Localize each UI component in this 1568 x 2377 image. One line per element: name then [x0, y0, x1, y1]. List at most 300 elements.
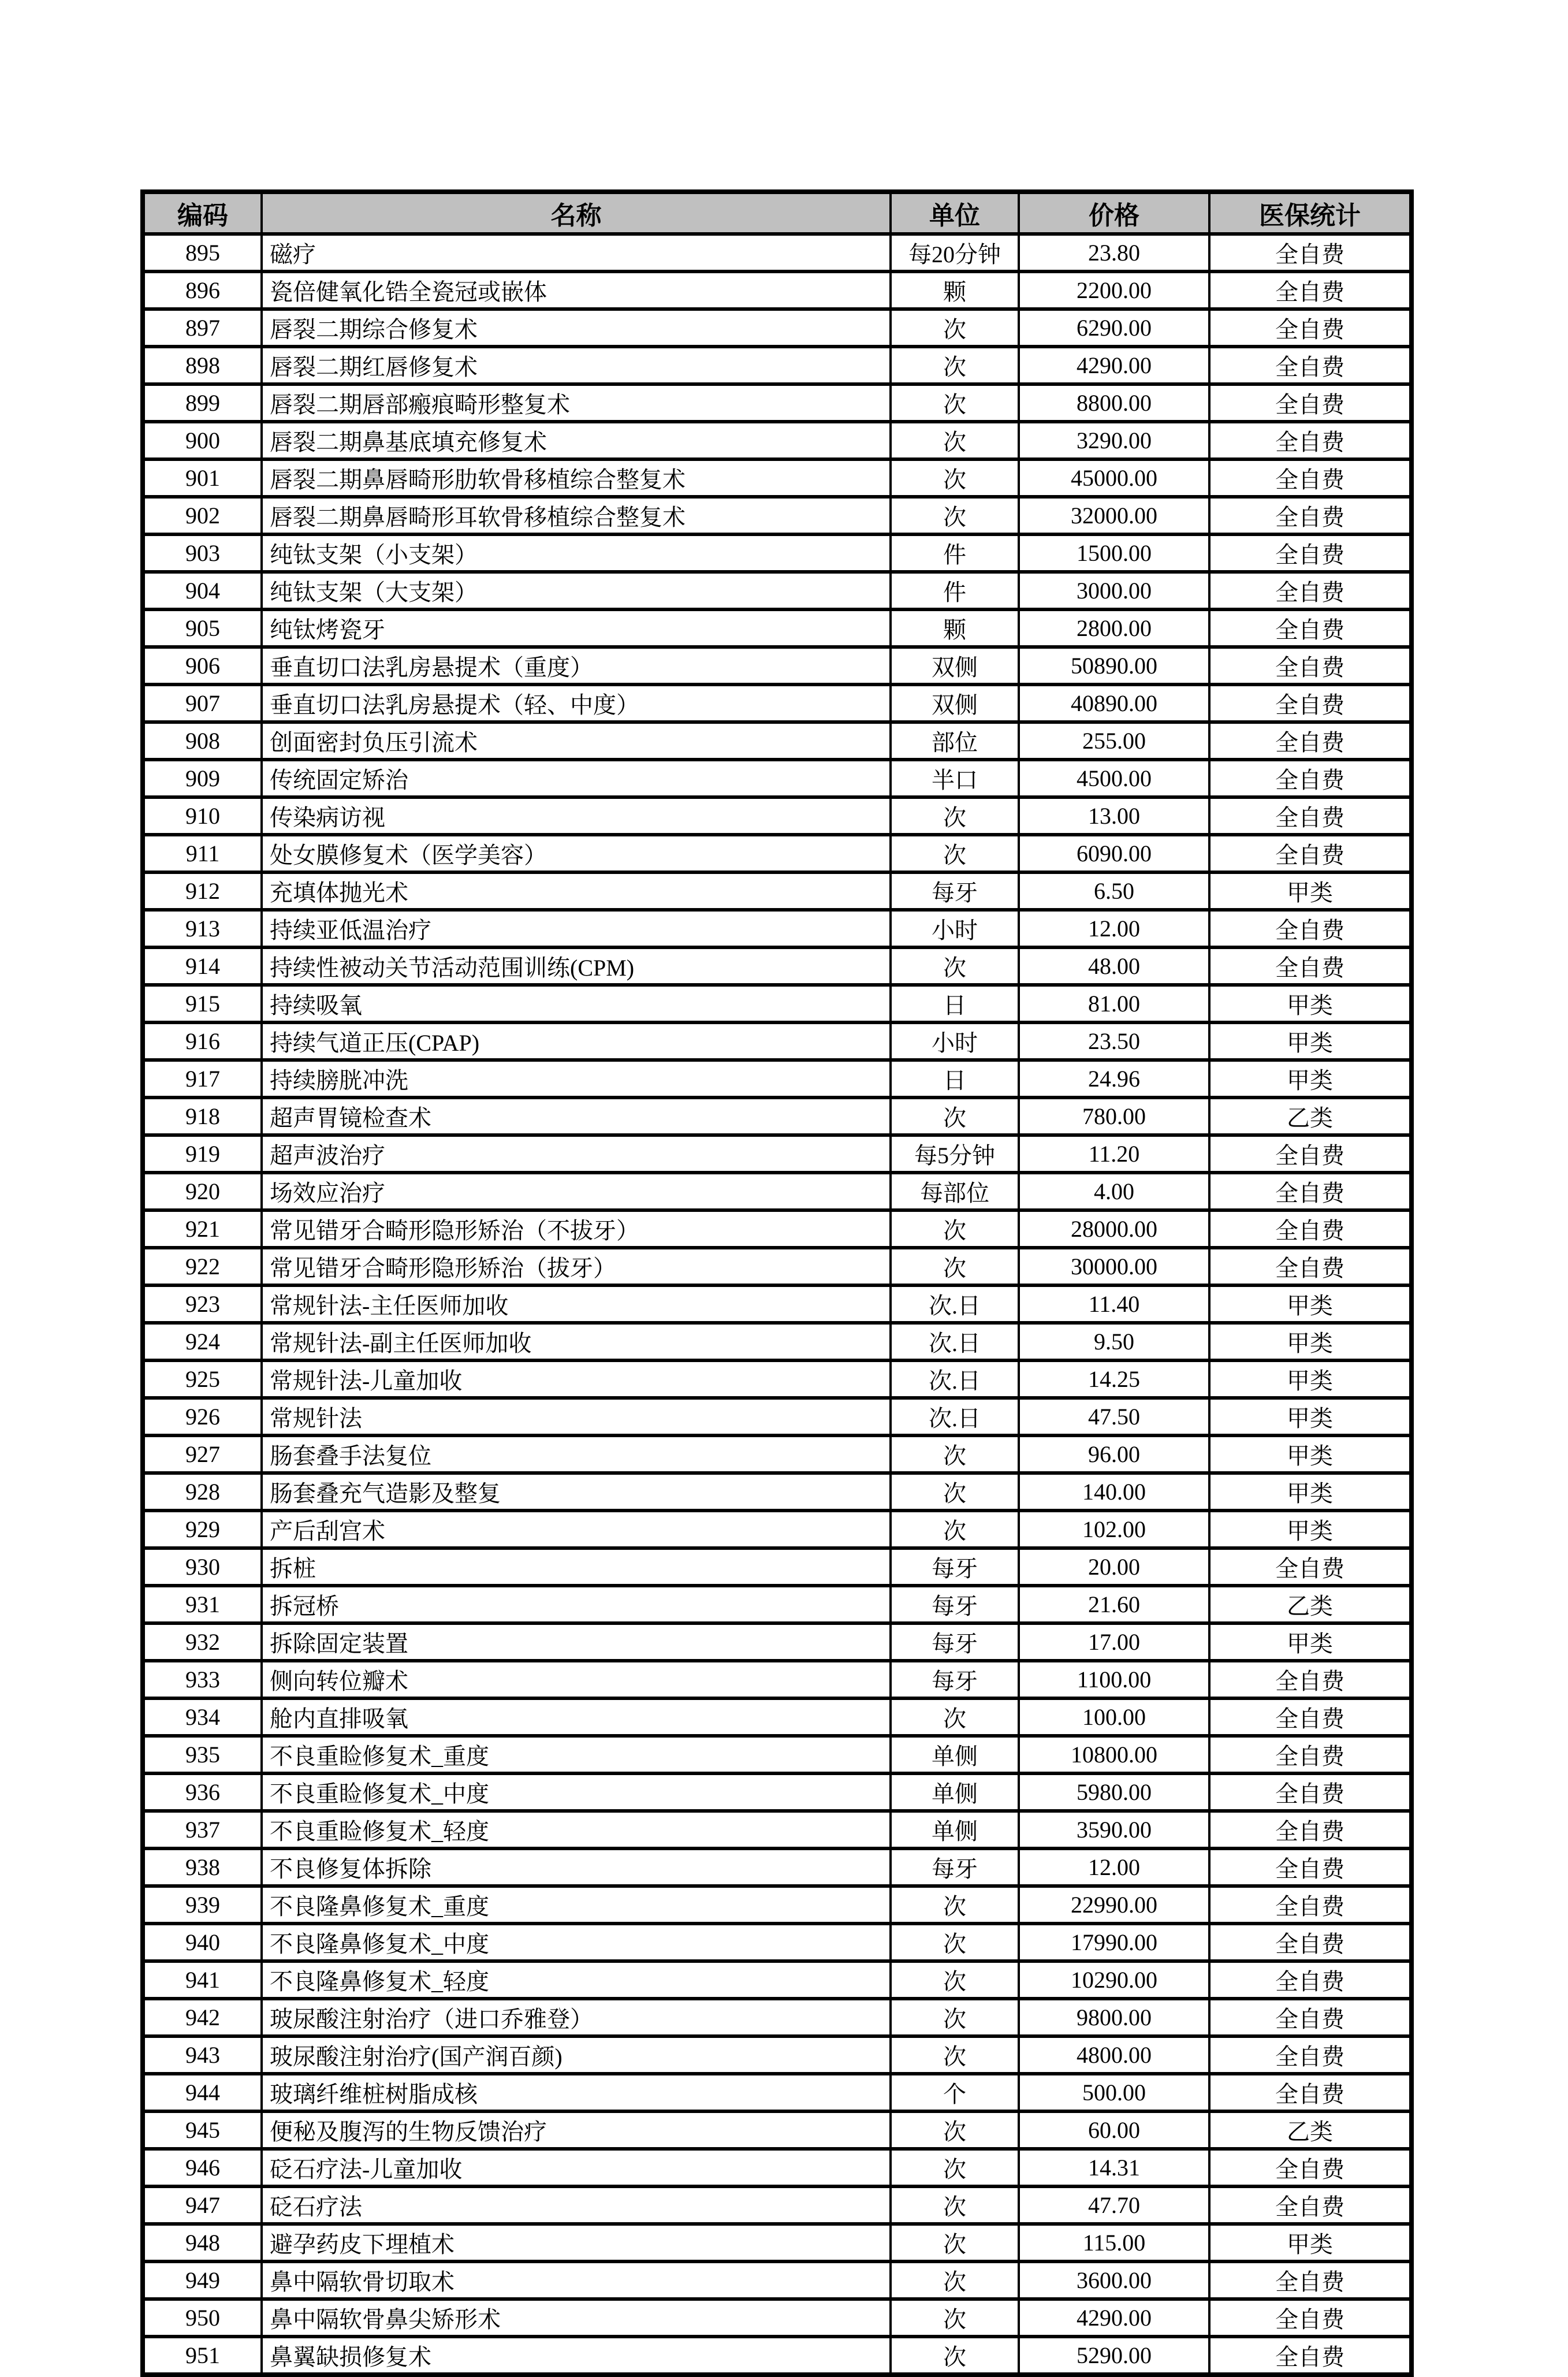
cell-insurance: 全自费 — [1209, 797, 1411, 835]
table-row — [143, 384, 1411, 422]
cell-price: 1500.00 — [1019, 534, 1209, 572]
cell-unit: 半口 — [891, 760, 1019, 797]
cell-price: 500.00 — [1019, 2074, 1209, 2111]
cell-price: 2200.00 — [1019, 271, 1209, 309]
table-row — [143, 497, 1411, 534]
cell-price: 23.50 — [1019, 1022, 1209, 1060]
cell-name: 不良修复体拆除 — [262, 1848, 891, 1886]
cell-code: 922 — [143, 1248, 262, 1285]
cell-code: 918 — [143, 1098, 262, 1135]
cell-unit: 每牙 — [891, 1848, 1019, 1886]
cell-insurance: 全自费 — [1209, 1135, 1411, 1173]
cell-code: 946 — [143, 2149, 262, 2186]
cell-code: 928 — [143, 1473, 262, 1511]
table-row — [143, 572, 1411, 609]
table-row — [143, 1586, 1411, 1623]
table-row — [143, 1961, 1411, 1999]
cell-price: 100.00 — [1019, 1698, 1209, 1736]
cell-unit: 件 — [891, 534, 1019, 572]
table-row — [143, 1999, 1411, 2036]
cell-unit: 每20分钟 — [891, 234, 1019, 271]
cell-insurance: 全自费 — [1209, 1886, 1411, 1924]
cell-insurance: 甲类 — [1209, 1323, 1411, 1360]
cell-name: 常见错牙合畸形隐形矫治（不拔牙） — [262, 1210, 891, 1248]
table-row — [143, 1848, 1411, 1886]
cell-code: 948 — [143, 2224, 262, 2261]
cell-name: 常规针法-主任医师加收 — [262, 1285, 891, 1323]
cell-unit: 单侧 — [891, 1773, 1019, 1811]
cell-code: 938 — [143, 1848, 262, 1886]
cell-price: 4500.00 — [1019, 760, 1209, 797]
cell-price: 115.00 — [1019, 2224, 1209, 2261]
cell-code: 934 — [143, 1698, 262, 1736]
cell-insurance: 全自费 — [1209, 309, 1411, 347]
cell-unit: 部位 — [891, 722, 1019, 760]
cell-name: 纯钛烤瓷牙 — [262, 609, 891, 647]
cell-name: 肠套叠充气造影及整复 — [262, 1473, 891, 1511]
cell-price: 4290.00 — [1019, 2299, 1209, 2337]
cell-price: 11.20 — [1019, 1135, 1209, 1173]
cell-price: 3000.00 — [1019, 572, 1209, 609]
cell-name: 纯钛支架（大支架） — [262, 572, 891, 609]
cell-insurance: 全自费 — [1209, 1661, 1411, 1698]
cell-name: 唇裂二期鼻唇畸形肋软骨移植综合整复术 — [262, 459, 891, 497]
cell-price: 3590.00 — [1019, 1811, 1209, 1848]
cell-code: 943 — [143, 2036, 262, 2074]
cell-name: 鼻中隔软骨鼻尖矫形术 — [262, 2299, 891, 2337]
cell-name: 拆桩 — [262, 1548, 891, 1586]
header-insurance: 医保统计 — [1209, 192, 1411, 234]
cell-price: 4.00 — [1019, 1173, 1209, 1210]
cell-insurance: 甲类 — [1209, 1060, 1411, 1098]
cell-name: 砭石疗法 — [262, 2186, 891, 2224]
table-row — [143, 1773, 1411, 1811]
cell-insurance: 全自费 — [1209, 1961, 1411, 1999]
cell-name: 磁疗 — [262, 234, 891, 271]
cell-code: 901 — [143, 459, 262, 497]
cell-insurance: 全自费 — [1209, 422, 1411, 459]
table-row — [143, 459, 1411, 497]
cell-unit: 每5分钟 — [891, 1135, 1019, 1173]
cell-name: 超声波治疗 — [262, 1135, 891, 1173]
cell-code: 897 — [143, 309, 262, 347]
table-body — [143, 234, 1411, 2375]
table-row — [143, 1473, 1411, 1511]
cell-unit: 次 — [891, 1999, 1019, 2036]
cell-insurance: 全自费 — [1209, 760, 1411, 797]
cell-name: 不良重睑修复术_重度 — [262, 1736, 891, 1773]
table-row — [143, 271, 1411, 309]
cell-unit: 次 — [891, 1511, 1019, 1548]
cell-price: 60.00 — [1019, 2111, 1209, 2149]
table-row — [143, 872, 1411, 910]
table-row — [143, 1548, 1411, 1586]
cell-unit: 每部位 — [891, 1173, 1019, 1210]
cell-price: 23.80 — [1019, 234, 1209, 271]
cell-insurance: 全自费 — [1209, 1698, 1411, 1736]
cell-price: 17990.00 — [1019, 1924, 1209, 1961]
table-row — [143, 1435, 1411, 1473]
cell-code: 945 — [143, 2111, 262, 2149]
cell-name: 传统固定矫治 — [262, 760, 891, 797]
cell-code: 919 — [143, 1135, 262, 1173]
cell-unit: 次 — [891, 1098, 1019, 1135]
cell-insurance: 全自费 — [1209, 2036, 1411, 2074]
header-name: 名称 — [262, 192, 891, 234]
cell-price: 780.00 — [1019, 1098, 1209, 1135]
cell-price: 21.60 — [1019, 1586, 1209, 1623]
cell-code: 926 — [143, 1398, 262, 1435]
cell-unit: 次 — [891, 2299, 1019, 2337]
cell-insurance: 甲类 — [1209, 1435, 1411, 1473]
cell-insurance: 全自费 — [1209, 609, 1411, 647]
table-row — [143, 1360, 1411, 1398]
cell-price: 2800.00 — [1019, 609, 1209, 647]
cell-name: 拆冠桥 — [262, 1586, 891, 1623]
cell-price: 22990.00 — [1019, 1886, 1209, 1924]
cell-name: 鼻翼缺损修复术 — [262, 2337, 891, 2375]
cell-name: 不良隆鼻修复术_轻度 — [262, 1961, 891, 1999]
cell-name: 创面密封负压引流术 — [262, 722, 891, 760]
cell-price: 140.00 — [1019, 1473, 1209, 1511]
cell-name: 玻尿酸注射治疗(国产润百颜) — [262, 2036, 891, 2074]
cell-name: 垂直切口法乳房悬提术（重度） — [262, 647, 891, 685]
cell-price: 255.00 — [1019, 722, 1209, 760]
header-row — [143, 192, 1411, 234]
table-row — [143, 347, 1411, 384]
table-row — [143, 835, 1411, 872]
table-row — [143, 1173, 1411, 1210]
cell-price: 12.00 — [1019, 1848, 1209, 1886]
cell-insurance: 全自费 — [1209, 497, 1411, 534]
table-row — [143, 1623, 1411, 1661]
cell-code: 896 — [143, 271, 262, 309]
cell-price: 50890.00 — [1019, 647, 1209, 685]
table-row — [143, 2036, 1411, 2074]
table-row — [143, 1022, 1411, 1060]
cell-insurance: 全自费 — [1209, 1811, 1411, 1848]
table-row — [143, 609, 1411, 647]
cell-insurance: 乙类 — [1209, 1586, 1411, 1623]
cell-name: 唇裂二期鼻基底填充修复术 — [262, 422, 891, 459]
cell-insurance: 全自费 — [1209, 1548, 1411, 1586]
table-row — [143, 1698, 1411, 1736]
cell-unit: 件 — [891, 572, 1019, 609]
cell-name: 瓷倍健氧化锆全瓷冠或嵌体 — [262, 271, 891, 309]
cell-price: 40890.00 — [1019, 685, 1209, 722]
cell-code: 904 — [143, 572, 262, 609]
cell-insurance: 全自费 — [1209, 1924, 1411, 1961]
cell-code: 909 — [143, 760, 262, 797]
cell-name: 避孕药皮下埋植术 — [262, 2224, 891, 2261]
table-row — [143, 1924, 1411, 1961]
cell-name: 垂直切口法乳房悬提术（轻、中度） — [262, 685, 891, 722]
cell-code: 910 — [143, 797, 262, 835]
table-row — [143, 722, 1411, 760]
cell-code: 906 — [143, 647, 262, 685]
cell-insurance: 全自费 — [1209, 2186, 1411, 2224]
cell-unit: 单侧 — [891, 1811, 1019, 1848]
cell-insurance: 全自费 — [1209, 685, 1411, 722]
table-row — [143, 309, 1411, 347]
cell-price: 6290.00 — [1019, 309, 1209, 347]
cell-code: 947 — [143, 2186, 262, 2224]
cell-code: 940 — [143, 1924, 262, 1961]
cell-unit: 颗 — [891, 609, 1019, 647]
cell-name: 唇裂二期唇部瘢痕畸形整复术 — [262, 384, 891, 422]
cell-code: 929 — [143, 1511, 262, 1548]
cell-name: 肠套叠手法复位 — [262, 1435, 891, 1473]
cell-price: 28000.00 — [1019, 1210, 1209, 1248]
header-code: 编码 — [143, 192, 262, 234]
cell-unit: 次 — [891, 1886, 1019, 1924]
cell-insurance: 全自费 — [1209, 384, 1411, 422]
table-row — [143, 2074, 1411, 2111]
table-row — [143, 1886, 1411, 1924]
cell-code: 944 — [143, 2074, 262, 2111]
cell-insurance: 全自费 — [1209, 1848, 1411, 1886]
cell-unit: 次 — [891, 1210, 1019, 1248]
cell-price: 47.50 — [1019, 1398, 1209, 1435]
cell-name: 场效应治疗 — [262, 1173, 891, 1210]
cell-code: 913 — [143, 910, 262, 947]
cell-name: 传染病访视 — [262, 797, 891, 835]
cell-unit: 次 — [891, 2149, 1019, 2186]
table-row — [143, 1060, 1411, 1098]
cell-unit: 次.日 — [891, 1323, 1019, 1360]
cell-code: 950 — [143, 2299, 262, 2337]
cell-insurance: 甲类 — [1209, 1623, 1411, 1661]
cell-insurance: 全自费 — [1209, 1773, 1411, 1811]
cell-insurance: 全自费 — [1209, 234, 1411, 271]
cell-unit: 双侧 — [891, 685, 1019, 722]
cell-price: 3290.00 — [1019, 422, 1209, 459]
cell-price: 32000.00 — [1019, 497, 1209, 534]
cell-code: 908 — [143, 722, 262, 760]
cell-price: 6.50 — [1019, 872, 1209, 910]
cell-name: 唇裂二期鼻唇畸形耳软骨移植综合整复术 — [262, 497, 891, 534]
cell-unit: 次 — [891, 347, 1019, 384]
cell-code: 916 — [143, 1022, 262, 1060]
table-row — [143, 685, 1411, 722]
cell-price: 9800.00 — [1019, 1999, 1209, 2036]
table-row — [143, 1285, 1411, 1323]
cell-price: 13.00 — [1019, 797, 1209, 835]
table-row — [143, 2337, 1411, 2375]
cell-unit: 次.日 — [891, 1360, 1019, 1398]
cell-name: 不良重睑修复术_轻度 — [262, 1811, 891, 1848]
cell-code: 930 — [143, 1548, 262, 1586]
cell-unit: 次 — [891, 384, 1019, 422]
cell-unit: 次 — [891, 459, 1019, 497]
cell-insurance: 全自费 — [1209, 271, 1411, 309]
cell-unit: 次 — [891, 2261, 1019, 2299]
cell-price: 8800.00 — [1019, 384, 1209, 422]
cell-price: 45000.00 — [1019, 459, 1209, 497]
cell-price: 9.50 — [1019, 1323, 1209, 1360]
cell-insurance: 甲类 — [1209, 1360, 1411, 1398]
cell-insurance: 全自费 — [1209, 1210, 1411, 1248]
table-row — [143, 985, 1411, 1022]
cell-unit: 颗 — [891, 271, 1019, 309]
cell-unit: 次 — [891, 2186, 1019, 2224]
cell-code: 937 — [143, 1811, 262, 1848]
table-row — [143, 1398, 1411, 1435]
cell-unit: 次 — [891, 2224, 1019, 2261]
table-row — [143, 1135, 1411, 1173]
cell-name: 产后刮宫术 — [262, 1511, 891, 1548]
cell-unit: 小时 — [891, 1022, 1019, 1060]
cell-price: 10800.00 — [1019, 1736, 1209, 1773]
cell-code: 914 — [143, 947, 262, 985]
cell-price: 47.70 — [1019, 2186, 1209, 2224]
cell-price: 5980.00 — [1019, 1773, 1209, 1811]
cell-price: 11.40 — [1019, 1285, 1209, 1323]
cell-insurance: 甲类 — [1209, 872, 1411, 910]
cell-code: 924 — [143, 1323, 262, 1360]
cell-code: 900 — [143, 422, 262, 459]
cell-name: 不良隆鼻修复术_重度 — [262, 1886, 891, 1924]
cell-price: 5290.00 — [1019, 2337, 1209, 2375]
cell-name: 常规针法-副主任医师加收 — [262, 1323, 891, 1360]
cell-unit: 次.日 — [891, 1398, 1019, 1435]
cell-unit: 次 — [891, 2111, 1019, 2149]
cell-name: 鼻中隔软骨切取术 — [262, 2261, 891, 2299]
cell-code: 936 — [143, 1773, 262, 1811]
cell-unit: 次 — [891, 497, 1019, 534]
table-row — [143, 2111, 1411, 2149]
table-row — [143, 2299, 1411, 2337]
table-row — [143, 1098, 1411, 1135]
cell-insurance: 全自费 — [1209, 722, 1411, 760]
table-row — [143, 760, 1411, 797]
cell-code: 931 — [143, 1586, 262, 1623]
cell-name: 持续性被动关节活动范围训练(CPM) — [262, 947, 891, 985]
cell-unit: 次 — [891, 1924, 1019, 1961]
cell-insurance: 全自费 — [1209, 1999, 1411, 2036]
cell-name: 玻璃纤维桩树脂成核 — [262, 2074, 891, 2111]
cell-name: 超声胃镜检查术 — [262, 1098, 891, 1135]
table-row — [143, 422, 1411, 459]
cell-code: 939 — [143, 1886, 262, 1924]
cell-name: 常规针法 — [262, 1398, 891, 1435]
cell-name: 唇裂二期综合修复术 — [262, 309, 891, 347]
cell-name: 常规针法-儿童加收 — [262, 1360, 891, 1398]
cell-name: 持续膀胱冲洗 — [262, 1060, 891, 1098]
cell-unit: 每牙 — [891, 1661, 1019, 1698]
cell-insurance: 乙类 — [1209, 2111, 1411, 2149]
cell-price: 3600.00 — [1019, 2261, 1209, 2299]
cell-name: 不良隆鼻修复术_中度 — [262, 1924, 891, 1961]
cell-code: 902 — [143, 497, 262, 534]
cell-price: 10290.00 — [1019, 1961, 1209, 1999]
table-row — [143, 234, 1411, 271]
table-row — [143, 647, 1411, 685]
cell-insurance: 全自费 — [1209, 2261, 1411, 2299]
table-row — [143, 1323, 1411, 1360]
cell-name: 处女膜修复术（医学美容） — [262, 835, 891, 872]
price-table — [140, 189, 1414, 2377]
table-row — [143, 2149, 1411, 2186]
cell-insurance: 甲类 — [1209, 1022, 1411, 1060]
cell-code: 920 — [143, 1173, 262, 1210]
cell-name: 舱内直排吸氧 — [262, 1698, 891, 1736]
cell-insurance: 甲类 — [1209, 1511, 1411, 1548]
cell-unit: 次 — [891, 947, 1019, 985]
cell-code: 932 — [143, 1623, 262, 1661]
cell-code: 935 — [143, 1736, 262, 1773]
cell-unit: 日 — [891, 1060, 1019, 1098]
cell-insurance: 全自费 — [1209, 534, 1411, 572]
cell-price: 24.96 — [1019, 1060, 1209, 1098]
cell-unit: 次 — [891, 1961, 1019, 1999]
cell-unit: 每牙 — [891, 1623, 1019, 1661]
table-row — [143, 1736, 1411, 1773]
table-row — [143, 1511, 1411, 1548]
cell-unit: 每牙 — [891, 872, 1019, 910]
cell-name: 纯钛支架（小支架） — [262, 534, 891, 572]
cell-unit: 次 — [891, 2036, 1019, 2074]
cell-insurance: 全自费 — [1209, 459, 1411, 497]
cell-unit: 次 — [891, 309, 1019, 347]
cell-price: 6090.00 — [1019, 835, 1209, 872]
table-row — [143, 2186, 1411, 2224]
cell-insurance: 甲类 — [1209, 1285, 1411, 1323]
cell-unit: 次 — [891, 1698, 1019, 1736]
cell-insurance: 全自费 — [1209, 347, 1411, 384]
cell-name: 砭石疗法-儿童加收 — [262, 2149, 891, 2186]
cell-code: 942 — [143, 1999, 262, 2036]
cell-insurance: 全自费 — [1209, 2337, 1411, 2375]
cell-insurance: 全自费 — [1209, 835, 1411, 872]
cell-insurance: 全自费 — [1209, 910, 1411, 947]
cell-unit: 单侧 — [891, 1736, 1019, 1773]
cell-price: 12.00 — [1019, 910, 1209, 947]
cell-name: 便秘及腹泻的生物反馈治疗 — [262, 2111, 891, 2149]
header-price: 价格 — [1019, 192, 1209, 234]
cell-price: 4290.00 — [1019, 347, 1209, 384]
cell-unit: 个 — [891, 2074, 1019, 2111]
table-row — [143, 797, 1411, 835]
cell-price: 102.00 — [1019, 1511, 1209, 1548]
cell-code: 917 — [143, 1060, 262, 1098]
cell-unit: 次 — [891, 2337, 1019, 2375]
cell-name: 充填体抛光术 — [262, 872, 891, 910]
table-row — [143, 2224, 1411, 2261]
cell-unit: 双侧 — [891, 647, 1019, 685]
cell-unit: 每牙 — [891, 1548, 1019, 1586]
cell-code: 899 — [143, 384, 262, 422]
cell-price: 96.00 — [1019, 1435, 1209, 1473]
cell-price: 14.31 — [1019, 2149, 1209, 2186]
cell-code: 903 — [143, 534, 262, 572]
cell-name: 持续吸氧 — [262, 985, 891, 1022]
cell-code: 905 — [143, 609, 262, 647]
cell-code: 949 — [143, 2261, 262, 2299]
cell-unit: 次.日 — [891, 1285, 1019, 1323]
cell-unit: 次 — [891, 422, 1019, 459]
cell-insurance: 乙类 — [1209, 1098, 1411, 1135]
cell-code: 925 — [143, 1360, 262, 1398]
table-row — [143, 1210, 1411, 1248]
cell-price: 4800.00 — [1019, 2036, 1209, 2074]
cell-insurance: 甲类 — [1209, 985, 1411, 1022]
table-row — [143, 1248, 1411, 1285]
cell-unit: 次 — [891, 1473, 1019, 1511]
cell-name: 不良重睑修复术_中度 — [262, 1773, 891, 1811]
cell-insurance: 全自费 — [1209, 1248, 1411, 1285]
cell-name: 持续气道正压(CPAP) — [262, 1022, 891, 1060]
